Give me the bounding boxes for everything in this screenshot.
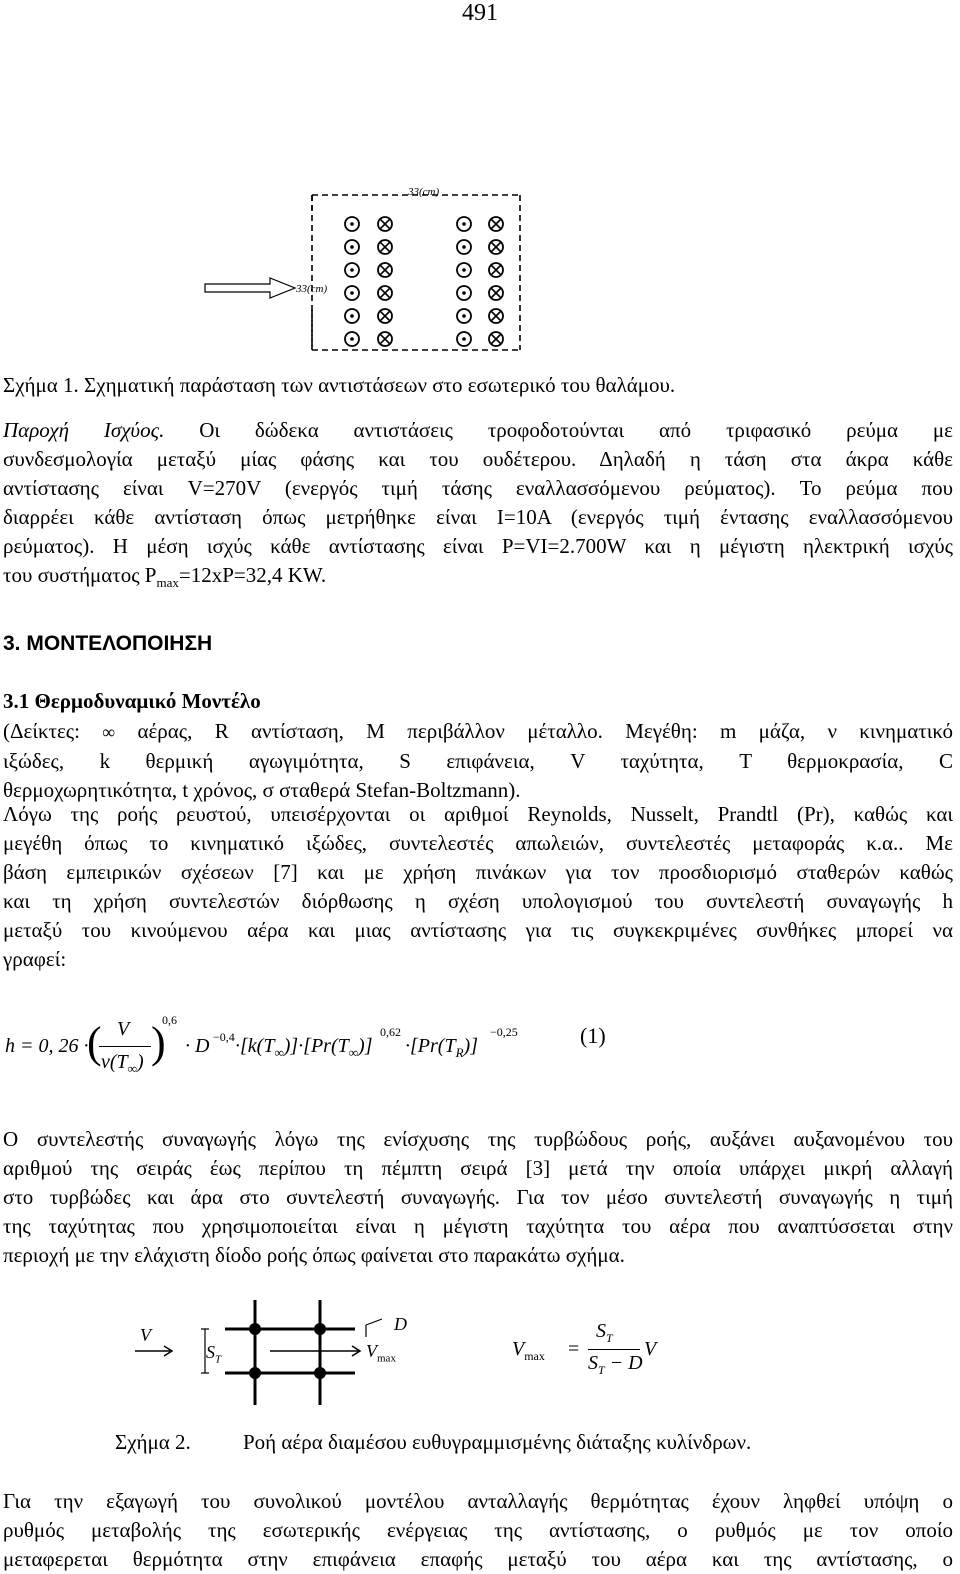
conv-line: περιοχή με την ελάχιστη δίοδο ροής όπως φαίνεται στο παρακάτω σχήμα.: [3, 1243, 625, 1267]
eq-exp-1: 0,6: [162, 1013, 177, 1027]
eq-lhs: h = 0, 26 ·: [5, 1035, 89, 1057]
eq-d-term: · D: [185, 1035, 210, 1057]
power-paragraph: [3, 416, 953, 597]
eq-prr-term: ·[Pr(T: [405, 1035, 456, 1057]
equation-1: [5, 1005, 955, 1095]
fig2-d-label: D: [394, 1314, 407, 1334]
vmax-eq-den-rest: − D: [609, 1352, 643, 1374]
conv-line: αριθμού της σειράς έως περίπου τη πέμπτη σειρά [3] μετά την οποία υπάρχει μικρή αλλαγή: [3, 1156, 953, 1180]
vmax-eq-bar: [588, 1349, 640, 1350]
flow-paragraph: [3, 800, 953, 974]
eq-pr-sub: ∞: [348, 1045, 359, 1060]
vmax-eq-v: V: [644, 1338, 657, 1360]
vmax-eq-lhs: V: [512, 1338, 525, 1360]
indices-line: θερμοχωρητικότητα, t χρόνος, σ σταθερά Stefan-Boltzmann).: [3, 778, 521, 802]
flow-line: γραφεί:: [3, 947, 67, 971]
vmax-eq-den: S: [588, 1352, 598, 1374]
flow-line: και τη χρήση συντελεστών διόρθωσης η σχέση υπολογισμού του συντελεστή συναγωγής h: [3, 889, 953, 913]
power-line: =12xP=32,4 KW.: [178, 563, 327, 587]
fig2-st-sub: T: [215, 1353, 222, 1366]
power-line: συνδεσμολογία μεταξύ μίας φάσης και του ουδέτερου. Δηλαδή η τάση στα άκρα κάθε: [3, 447, 953, 471]
vmax-eq-num-sub: T: [606, 1331, 613, 1345]
eq-prr-sub: R: [455, 1045, 464, 1060]
vmax-eq-den-sub: T: [598, 1363, 605, 1377]
equation-number: (1): [580, 1023, 606, 1048]
final-paragraph: [3, 1487, 953, 1574]
cylinder: [249, 1323, 261, 1335]
eq-pr-close: )]: [358, 1035, 373, 1057]
eq-fraction-bar: [99, 1046, 151, 1047]
eq-numerator: V: [117, 1018, 130, 1040]
indices-line: (Δείκτες:: [3, 719, 103, 743]
flow-line: Λόγω της ροής ρευστού, υπεισέρχονται οι αριθμοί Reynolds, Nusselt, Prandtl (Pr), καθώς και: [3, 802, 953, 826]
conv-line: Ο συντελεστής συναγωγής λόγω της ενίσχυσης της τυρβώδους ροής, αυξάνει αυξανομένου του: [3, 1127, 953, 1151]
power-line: Οι δώδεκα αντιστάσεις τροφοδοτούνται από τριφασικό ρεύμα με: [199, 418, 953, 442]
flow-line: μεταξύ του κινούμενου αέρα και μιας αντίστασης για τις συγκεκριμένες συνθήκες μπορεί να: [3, 918, 953, 942]
fig1-width-label: 33(cm): [408, 186, 440, 198]
vmax-eq-equals: =: [568, 1338, 580, 1360]
power-line: ρεύματος). Η μέση ισχύς κάθε αντίστασης είναι P=VI=2.700W και η μέγιστη ηλεκτρική ισχύς: [3, 534, 953, 558]
eq-prr-exp: −0,25: [490, 1025, 518, 1039]
fig2-vmax-sub: max: [377, 1352, 396, 1365]
power-line: αντίστασης είναι V=270V (ενεργός τιμή τάσης εναλλασσόμενου ρεύματος). Το ρεύμα που: [3, 476, 953, 500]
figure-1-resistor-layout: [200, 180, 540, 370]
conv-line: στο τυρβώδες και άρα στο συντελεστή συναγωγής. Για τον μέσο συντελεστή συναγωγής η τιμή: [3, 1185, 953, 1209]
fig2-vmax-equation: [512, 1320, 692, 1380]
power-lead: Παροχή Ισχύος.: [3, 418, 165, 442]
figure-1-caption: Σχήμα 1. Σχηματική παράσταση των αντιστάσεων στο εσωτερικό του θαλάμου.: [3, 373, 676, 397]
fig2-st-label: S: [206, 1342, 215, 1362]
flow-line: βάση εμπειρικών σχέσεων [7] και με χρήση πινάκων για τον προσδιορισμό σταθερών καθώς: [3, 860, 953, 884]
eq-k-term: ·[k(T: [235, 1035, 275, 1057]
section-heading-3: 3. ΜΟΝΤΕΛΟΠΟΙΗΣΗ: [3, 632, 213, 655]
indices-line: αέρας, R αντίσταση, Μ περιβάλλον μέταλλο. Μεγέθη: m μάζα, ν κινηματικό: [115, 719, 953, 743]
eq-paren-close: ): [151, 1018, 166, 1067]
cylinder: [314, 1323, 326, 1335]
eq-denominator: ν(T: [101, 1051, 128, 1073]
eq-pr-exp: 0,62: [380, 1025, 401, 1039]
figure-2-caption-label: Σχήμα 2.: [115, 1430, 191, 1454]
airflow-arrow: [205, 278, 295, 298]
eq-den-close: ): [136, 1051, 144, 1073]
indices-paragraph: [3, 717, 953, 805]
flow-line: μεγέθη όπως το κινηματικό ιξώδες, συντελεστές απωλειών, συντελεστές μεταφοράς κ.α.. Με: [3, 831, 953, 855]
final-line: Για την εξαγωγή του συνολικού μοντέλου ανταλλαγής θερμότητας έχουν ληφθεί υπόψη ο: [3, 1489, 953, 1513]
section-heading-3-1: 3.1 Θερμοδυναμικό Μοντέλο: [3, 689, 261, 713]
power-line: διαρρέει κάθε αντίσταση όπως μετρήθηκε είναι I=10A (ενεργός τιμή έντασης εναλλασσόμενου: [3, 505, 953, 529]
convection-paragraph: [3, 1125, 953, 1270]
conv-line: της ταχύτητας που χρησιμοποιείται είναι η μέγιστη ταχύτητα του αέρα που αναπτύσσεται στην: [3, 1214, 953, 1238]
v-arrow: [135, 1346, 172, 1356]
fig2-vmax-label: V: [366, 1341, 377, 1361]
final-line: ρυθμός μεταβολής της εσωτερικής ενέργειας της αντίστασης, ο ρυθμός με τον οποίο: [3, 1518, 953, 1542]
power-line: του συστήματος P: [3, 563, 157, 587]
eq-k-close: )]·[Pr(T: [283, 1035, 349, 1057]
cylinder: [249, 1367, 261, 1379]
figure-2-caption-text: Ροή αέρα διαμέσου ευθυγραμμισμένης διάταξης κυλίνδρων.: [243, 1430, 752, 1454]
eq-prr-close: )]: [463, 1035, 478, 1057]
vmax-eq-num: S: [596, 1320, 606, 1342]
d-dimension: [366, 1319, 382, 1337]
vmax-eq-lhs-sub: max: [524, 1349, 545, 1363]
eq-k-sub: ∞: [274, 1045, 284, 1060]
final-line: μεταφερεται θερμότητα στην επιφάνεια επαφής μεταξύ του αέρα και της αντίστασης, ο: [3, 1547, 953, 1571]
pmax-subscript: max: [156, 575, 179, 591]
page-number: 491: [462, 0, 498, 26]
indices-line: ιξώδες, k θερμική αγωγιμότητα, S επιφάνεια, V ταχύτητα, T θερμοκρασία, C: [3, 749, 953, 773]
eq-den-sub: ∞: [127, 1061, 137, 1076]
eq-paren-open: (: [87, 1018, 102, 1067]
fig2-v-label: V: [140, 1325, 151, 1345]
fig1-height-label: 33(cm): [296, 283, 328, 295]
infinity-symbol: ∞: [102, 722, 116, 742]
eq-d-exp: −0,4: [213, 1030, 235, 1044]
cylinder: [314, 1367, 326, 1379]
